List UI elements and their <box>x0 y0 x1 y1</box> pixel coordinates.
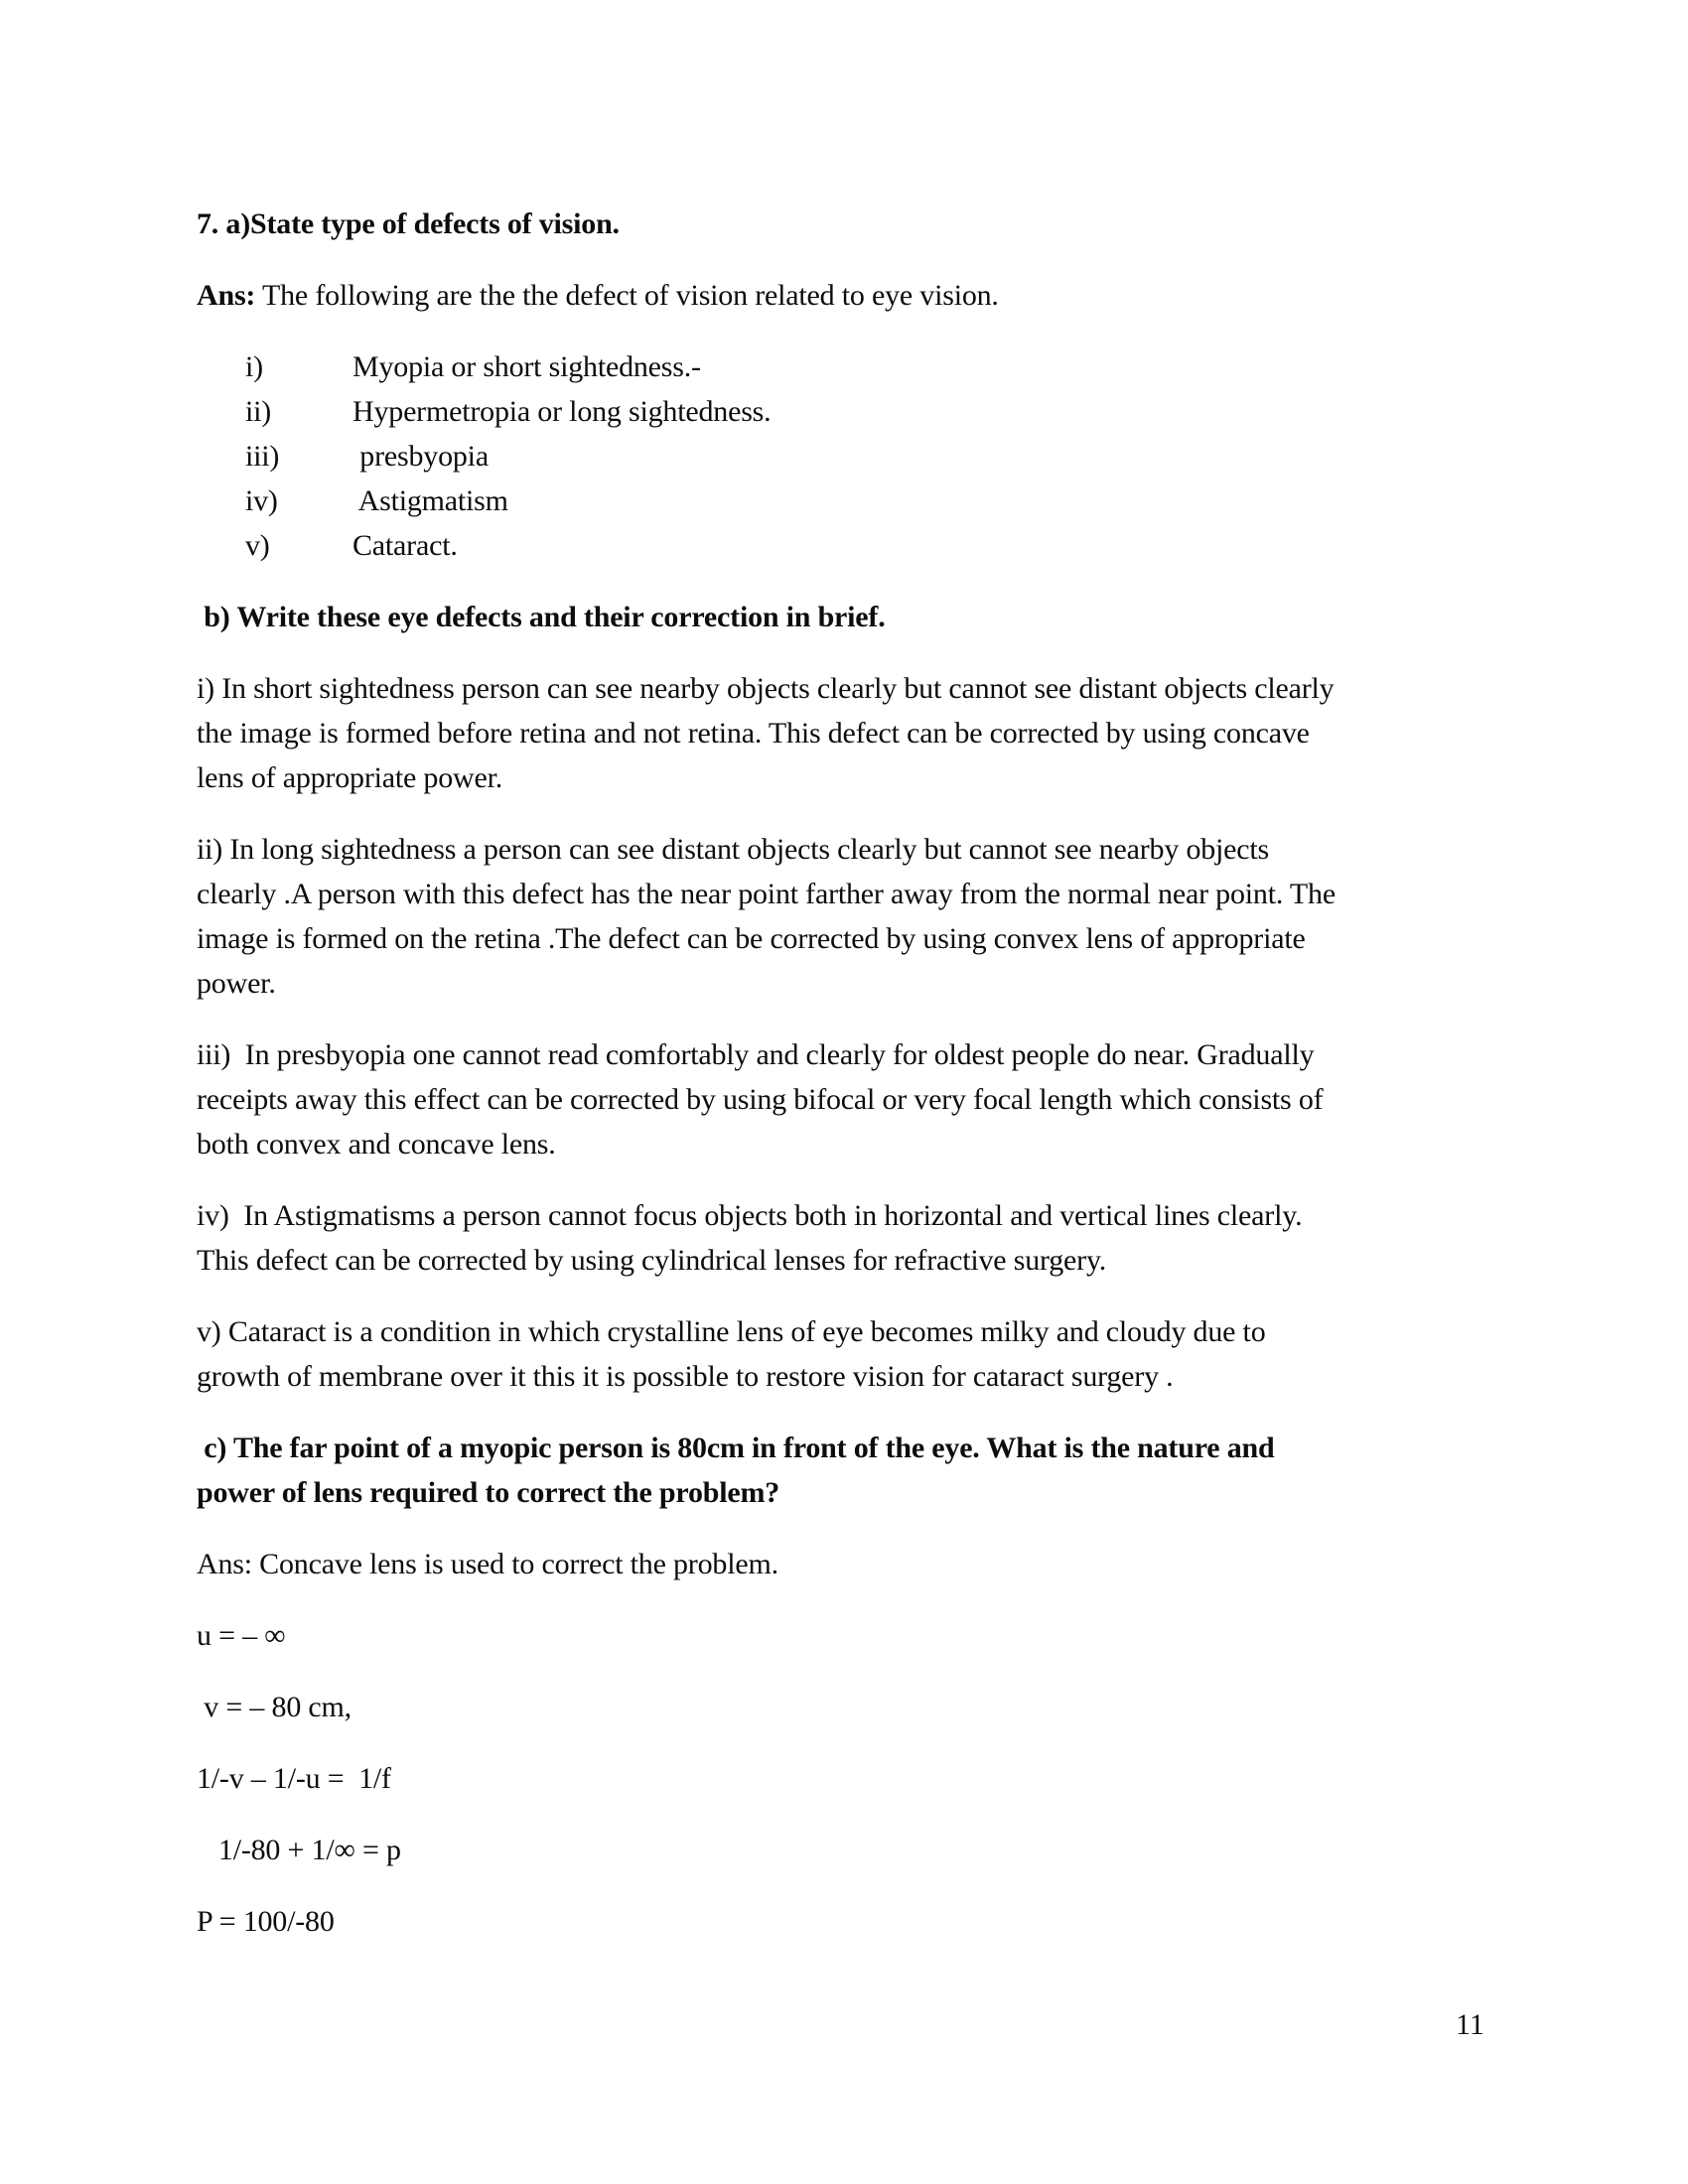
paragraph-line: i) In short sightedness person can see nearby objects clearly but cannot see distant objects clearly <box>197 672 1335 705</box>
list-item-hypermetropia <box>197 389 1487 434</box>
question-7a-title: 7. a)State type of defects of vision. <box>197 207 620 240</box>
formula-power-substitution: 1/-80 + 1/∞ = p <box>197 1834 401 1866</box>
list-item-label: Cataract. <box>352 529 458 562</box>
list-numeral: iv) <box>245 484 278 517</box>
answer-intro <box>197 273 1487 318</box>
list-item-label: Astigmatism <box>352 484 508 517</box>
paragraph-line: image is formed on the retina .The defect can be corrected by using convex lens of appropriate <box>197 922 1306 955</box>
paragraph-line: power. <box>197 967 276 1000</box>
answer-intro-label: Ans: <box>197 279 256 312</box>
list-item-myopia <box>197 344 1487 389</box>
heading-line: c) The far point of a myopic person is 80cm in front of the eye. What is the nature and <box>197 1432 1275 1464</box>
list-item-presbyopia <box>197 434 1487 478</box>
answer-c: Ans: Concave lens is used to correct the problem. <box>197 1548 778 1580</box>
section-c-heading <box>197 1426 1487 1515</box>
list-item-label: Hypermetropia or long sightedness. <box>352 395 772 428</box>
list-numeral: v) <box>245 529 270 562</box>
heading-line: power of lens required to correct the problem? <box>197 1476 780 1509</box>
paragraph-long-sightedness <box>197 827 1487 1006</box>
list-item-label: presbyopia <box>352 440 489 473</box>
paragraph-line: both convex and concave lens. <box>197 1128 556 1160</box>
formula-v: v = – 80 cm, <box>197 1691 352 1723</box>
paragraph-astigmatism <box>197 1193 1487 1283</box>
list-item-label: Myopia or short sightedness.- <box>352 350 701 383</box>
paragraph-line: This defect can be corrected by using cylindrical lenses for refractive surgery. <box>197 1244 1107 1277</box>
answer-intro-text: The following are the the defect of vision related to eye vision. <box>255 279 999 312</box>
paragraph-line: iv) In Astigmatisms a person cannot focus objects both in horizontal and vertical lines clearly. <box>197 1199 1303 1232</box>
formula-power-result: P = 100/-80 <box>197 1905 335 1938</box>
paragraph-line: ii) In long sightedness a person can see distant objects clearly but cannot see nearby objects <box>197 833 1270 866</box>
paragraph-line: clearly .A person with this defect has the near point farther away from the normal near point. The <box>197 878 1336 910</box>
paragraph-line: the image is formed before retina and not retina. This defect can be corrected by using concave <box>197 717 1310 750</box>
paragraph-short-sightedness <box>197 666 1487 800</box>
paragraph-line: lens of appropriate power. <box>197 761 503 794</box>
defect-list <box>197 344 1487 568</box>
list-item-astigmatism <box>197 478 1487 523</box>
list-numeral: i) <box>245 350 263 383</box>
document-content <box>197 202 1487 1971</box>
page-number: 11 <box>1456 2008 1484 2041</box>
formula-lens-equation: 1/-v – 1/-u = 1/f <box>197 1762 391 1795</box>
paragraph-line: v) Cataract is a condition in which crystalline lens of eye becomes milky and cloudy due to <box>197 1315 1266 1348</box>
list-numeral: iii) <box>245 440 280 473</box>
list-item-cataract <box>197 523 1487 568</box>
paragraph-cataract <box>197 1309 1487 1399</box>
formula-u: u = – ∞ <box>197 1619 286 1652</box>
list-numeral: ii) <box>245 395 272 428</box>
section-b-heading: b) Write these eye defects and their correction in brief. <box>197 601 886 633</box>
paragraph-presbyopia <box>197 1032 1487 1166</box>
paragraph-line: growth of membrane over it this it is possible to restore vision for cataract surgery . <box>197 1360 1174 1393</box>
paragraph-line: iii) In presbyopia one cannot read comfortably and clearly for oldest people do near. Gradually <box>197 1038 1315 1071</box>
paragraph-line: receipts away this effect can be corrected by using bifocal or very focal length which consists of <box>197 1083 1324 1116</box>
